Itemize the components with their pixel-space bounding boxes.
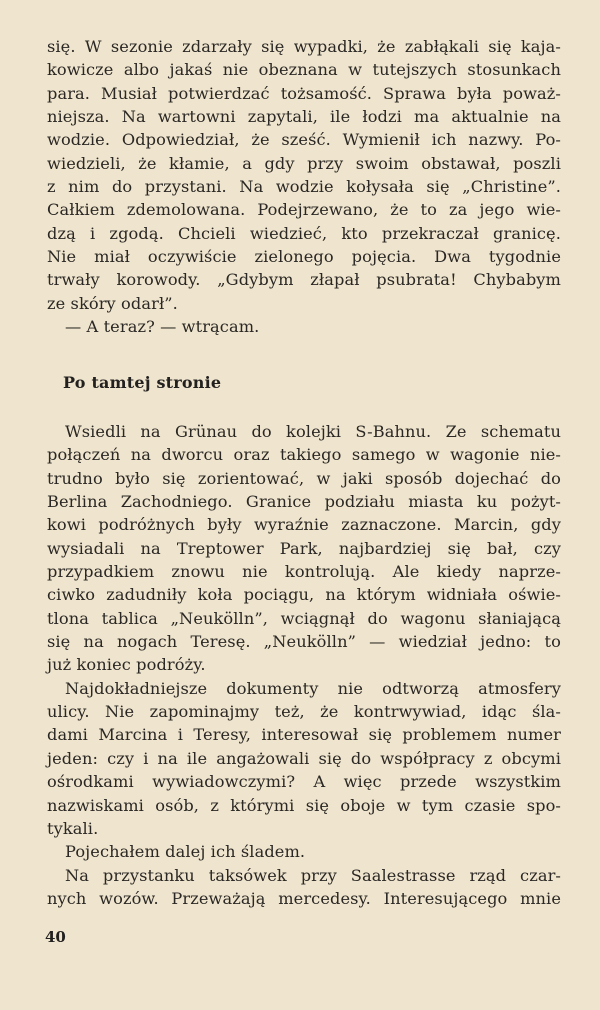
text-line: nazwiskami osób, z którymi się oboje w tym czasie spo-	[47, 795, 561, 815]
text-line: z nim do przystani. Na wodzie kołysała się „Christine”.	[47, 177, 561, 197]
text-line: nych wozów. Przeważają mercedesy. Interesującego mnie	[47, 888, 561, 908]
dialogue-line: — A teraz? — wtrącam.	[65, 317, 260, 337]
text-line: Nie miał oczywiście zielonego pojęcia. Dwa tygodnie	[47, 247, 561, 267]
text-line: przypadkiem znowu nie kontrolują. Ale kiedy naprze-	[47, 562, 561, 582]
text-line: trwały korowody. „Gdybym złapał psubrata! Chybabym	[47, 270, 561, 290]
text-line: się. W sezonie zdarzały się wypadki, że zabłąkali się kaja-	[47, 37, 561, 56]
text-line: Wsiedli na Grünau do kolejki S-Bahnu. Ze schematu	[65, 422, 561, 441]
text-line: się na nogach Teresę. „Neukölln” — wiedział jedno: to	[47, 632, 561, 652]
text-line: Pojechałem dalej ich śladem.	[65, 842, 306, 862]
text-line: tlona tablica „Neukölln”, wciągnął do wagonu słaniającą	[47, 608, 561, 628]
text-line: Na przystanku taksówek przy Saalestrasse rząd czar-	[65, 865, 561, 885]
text-line: kowicze albo jakaś nie obeznana w tutejszych stosunkach	[47, 60, 561, 80]
section-heading: Po tamtej stronie	[63, 373, 222, 392]
text-line: ulicy. Nie zapominajmy też, że kontrwywiad, idąc śla-	[47, 702, 561, 722]
text-line: ze skóry odarł”.	[47, 293, 178, 313]
text-line: kowi podróżnych były wyraźnie zaznaczone. Marcin, gdy	[47, 515, 561, 535]
paragraph-block-top	[47, 35, 561, 338]
paragraph-block-bottom	[47, 420, 561, 910]
text-line: Całkiem zdemolowana. Podejrzewano, że to za jego wie-	[47, 200, 561, 220]
text-line: jeden: czy i na ile angażowali się do współpracy z obcymi	[47, 748, 561, 768]
text-line: para. Musiał potwierdzać tożsamość. Sprawa była poważ-	[47, 83, 561, 103]
text-line: Najdokładniejsze dokumenty nie odtworzą atmosfery	[65, 678, 561, 698]
text-line: Berlina Zachodniego. Granice podziału miasta ku pożyt-	[47, 492, 561, 512]
text-line: tykali.	[47, 818, 99, 838]
text-line: już koniec podróży.	[47, 655, 206, 675]
text-line: wysiadali na Treptower Park, najbardziej się bał, czy	[47, 538, 561, 558]
text-line: trudno było się zorientować, w jaki sposób dojechać do	[47, 468, 561, 488]
text-line: dzą i zgodą. Chcieli wiedzieć, kto przekraczał granicę.	[47, 223, 561, 243]
text-line: ośrodkami wywiadowczymi? A więc przede wszystkim	[47, 772, 561, 792]
text-line: ciwko zadudniły koła pociągu, na którym widniała oświe-	[47, 585, 561, 605]
text-line: połączeń na dworcu oraz takiego samego w wagonie nie-	[47, 445, 561, 465]
text-line: niejsza. Na wartowni zapytali, ile łodzi ma aktualnie na	[47, 107, 561, 127]
text-line: wodzie. Odpowiedział, że sześć. Wymienił ich nazwy. Po-	[47, 130, 561, 150]
text-line: dami Marcina i Teresy, interesował się problemem numer	[47, 725, 561, 745]
page-number: 40	[45, 928, 66, 946]
text-line: wiedzieli, że kłamie, a gdy przy swoim obstawał, poszli	[47, 153, 561, 173]
